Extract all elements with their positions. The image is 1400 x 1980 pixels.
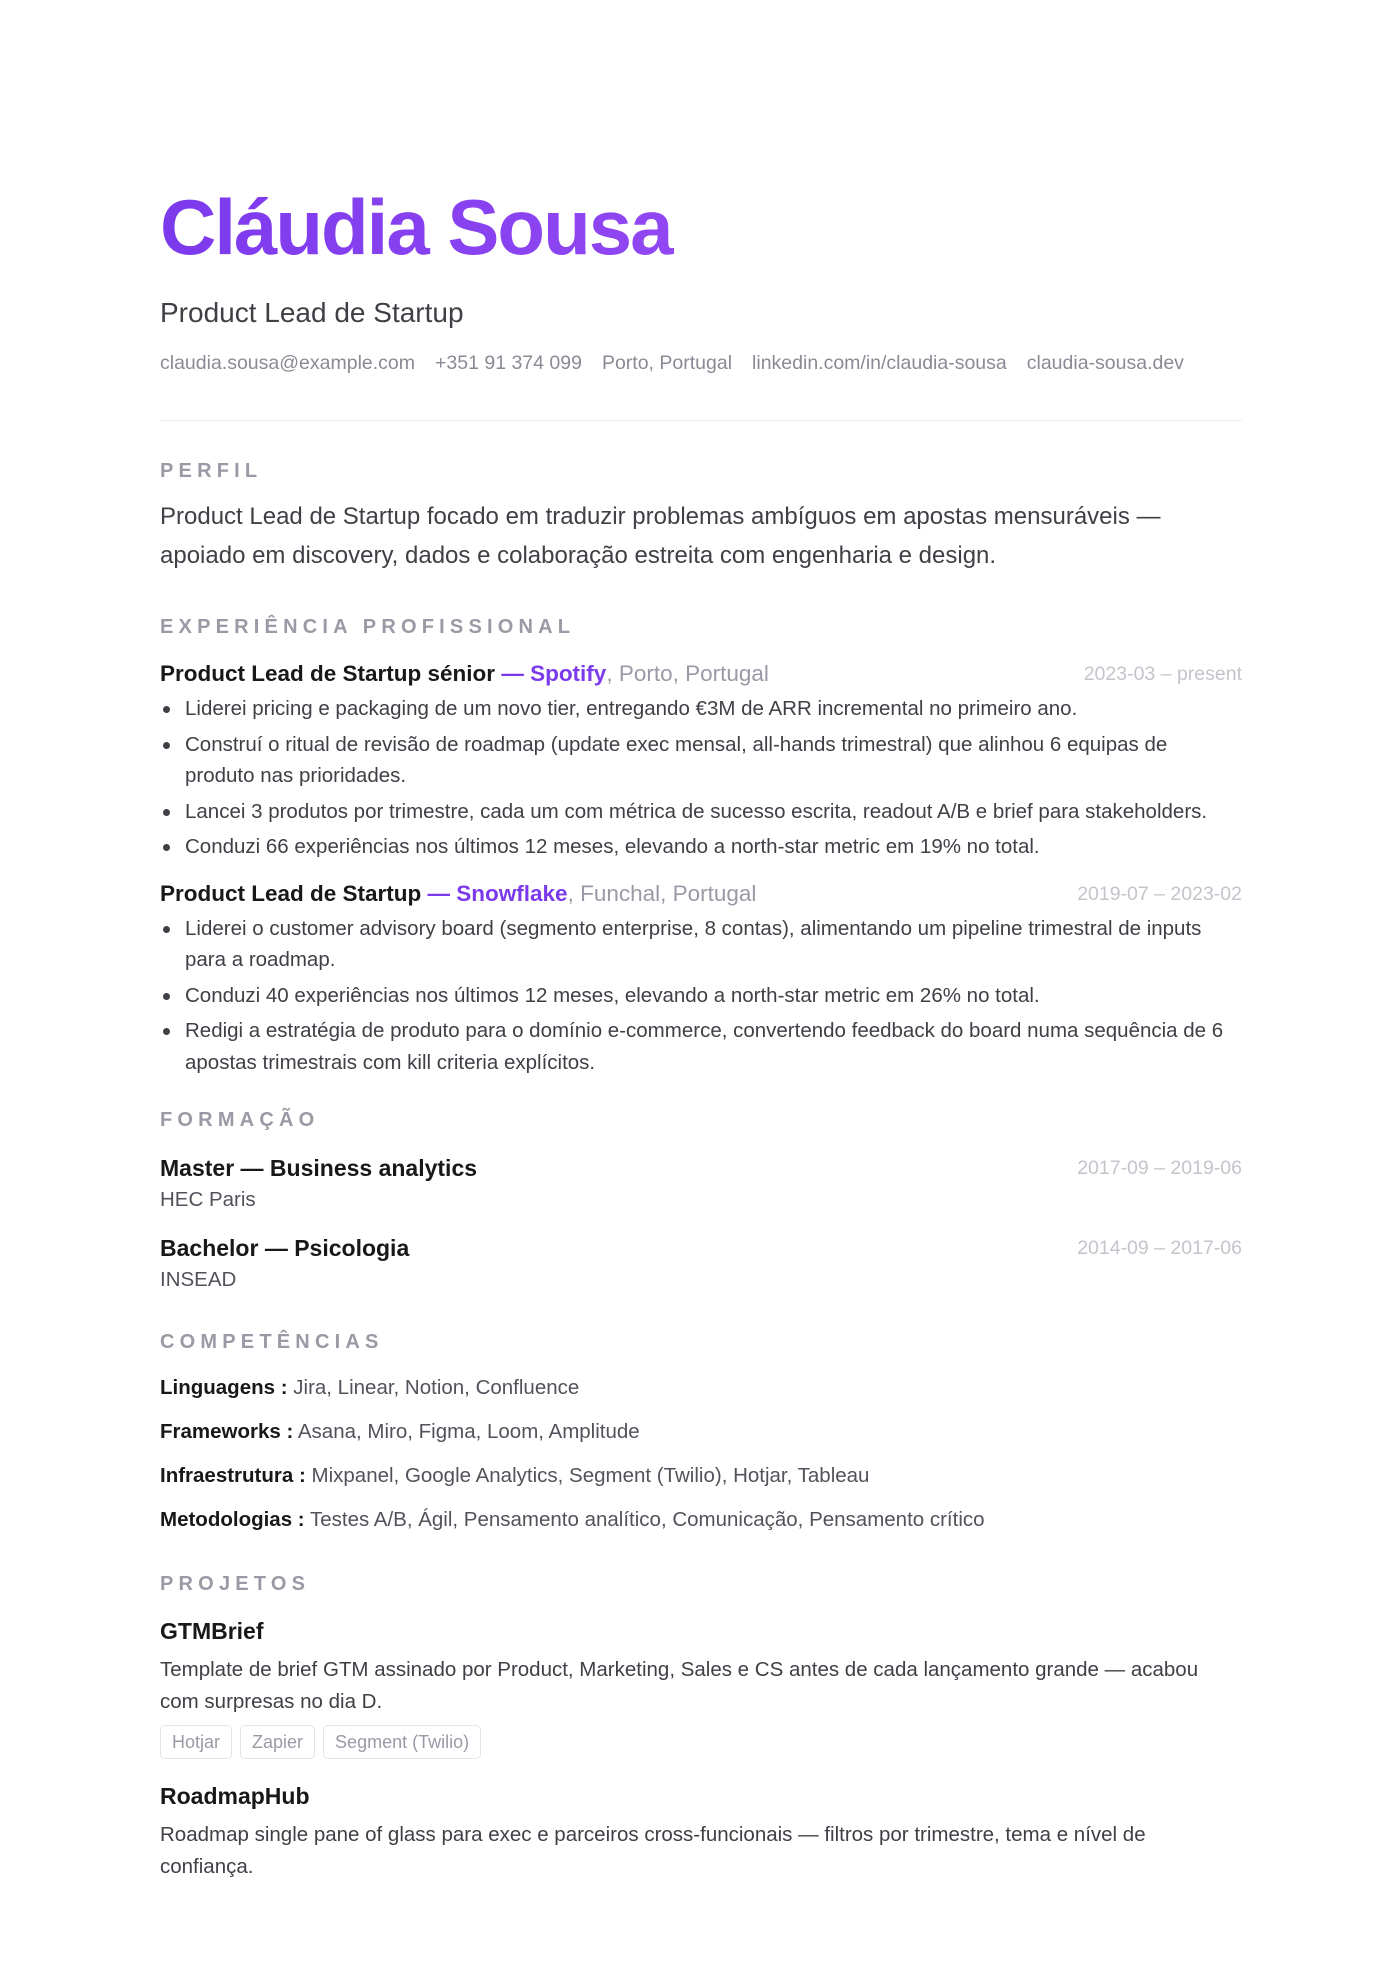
skill-row	[160, 1418, 1242, 1446]
skill-row	[160, 1506, 1242, 1534]
job-dates: 2023-03 – present	[1083, 663, 1242, 685]
profile-summary: Product Lead de Startup focado em traduzir problemas ambíguos em apostas mensuráveis — apoiado em discovery, dados e colaboração estreita com engenharia e design.	[160, 503, 1161, 569]
section-heading-perfil: PERFIL	[160, 460, 263, 482]
section-heading-education: FORMAÇÃO	[160, 1109, 320, 1131]
project-tag: Segment (Twilio)	[323, 1725, 481, 1759]
education-item	[160, 1232, 1242, 1296]
job-bullet: Lancei 3 produtos por trimestre, cada um com métrica de sucesso escrita, readout A/B e brief para stakeholders.	[185, 796, 1242, 828]
education-school: INSEAD	[160, 1268, 237, 1291]
education-school: HEC Paris	[160, 1188, 256, 1211]
job-bullet: Conduzi 66 experiências nos últimos 12 meses, elevando a north-star metric em 19% no total.	[185, 831, 1242, 863]
job-bullet: Conduzi 40 experiências nos últimos 12 meses, elevando a north-star metric em 26% no total.	[185, 980, 1242, 1012]
job-bullet: Liderei pricing e packaging de um novo tier, entregando €3M de ARR incremental no primeiro ano.	[185, 693, 1242, 725]
job-header	[160, 659, 1242, 689]
skill-values: Jira, Linear, Notion, Confluence	[287, 1376, 580, 1399]
project-tag: Hotjar	[160, 1725, 232, 1759]
project-tags	[160, 1725, 1242, 1759]
job-company: — Spotify	[495, 661, 607, 686]
contact-location: Porto, Portugal	[601, 352, 733, 374]
job-role: Product Lead de Startup sénior	[160, 661, 496, 686]
job-company: — Snowflake	[421, 880, 568, 906]
job-bullet: Construí o ritual de revisão de roadmap (update exec mensal, all-hands trimestral) que alinhou 6 equipas de produto nas prioridades.	[185, 729, 1242, 792]
skill-values: Testes A/B, Ágil, Pensamento analítico, Comunicação, Pensamento crítico	[304, 1508, 985, 1531]
skill-label: Frameworks :	[160, 1420, 294, 1443]
contact-phone[interactable]: +351 91 374 099	[435, 352, 582, 374]
project-description: Roadmap single pane of glass para exec e parceiros cross-funcionais — filtros por trimestre, tema e nível de confiança.	[160, 1823, 1146, 1878]
job-dates: 2019-07 – 2023-02	[1077, 882, 1242, 905]
job-location: , Porto, Portugal	[606, 661, 769, 686]
header-divider	[160, 420, 1242, 421]
project-description: Template de brief GTM assinado por Product, Marketing, Sales e CS antes de cada lançamento grande — acabou com surpresas no dia D.	[160, 1658, 1199, 1713]
skill-row	[160, 1374, 1242, 1402]
section-heading-skills: COMPETÊNCIAS	[160, 1331, 384, 1353]
job-location: , Funchal, Portugal	[567, 880, 757, 906]
section-heading-projects: PROJETOS	[160, 1573, 311, 1595]
project-tag: Zapier	[240, 1725, 315, 1759]
education-dates: 2017-09 – 2019-06	[1077, 1157, 1242, 1179]
candidate-name: Cláudia Sousa	[160, 180, 1242, 274]
skill-label: Infraestrutura :	[160, 1464, 306, 1487]
education-item	[160, 1152, 1242, 1216]
skill-label: Metodologias :	[160, 1508, 305, 1531]
job-role: Product Lead de Startup	[160, 880, 422, 906]
experience-item	[160, 659, 1242, 863]
skill-values: Mixpanel, Google Analytics, Segment (Twilio), Hotjar, Tableau	[305, 1464, 870, 1487]
project-name: GTMBrief	[160, 1618, 264, 1644]
contact-line	[160, 348, 1242, 378]
project-item	[160, 1616, 1242, 1759]
education-degree: Master — Business analytics	[160, 1155, 478, 1181]
project-name: RoadmapHub	[160, 1783, 310, 1809]
contact-website[interactable]: claudia-sousa.dev	[1026, 352, 1184, 374]
job-bullets	[160, 913, 1242, 1079]
section-heading-experience: EXPERIÊNCIA PROFISSIONAL	[160, 616, 576, 638]
job-bullet: Liderei o customer advisory board (segmento enterprise, 8 contas), alimentando um pipeline trimestral de inputs para a roadmap.	[185, 913, 1242, 976]
education-degree: Bachelor — Psicologia	[160, 1235, 410, 1261]
candidate-title: Product Lead de Startup	[160, 297, 464, 328]
contact-linkedin[interactable]: linkedin.com/in/claudia-sousa	[752, 352, 1007, 374]
skill-row	[160, 1462, 1242, 1490]
experience-item	[160, 879, 1242, 1079]
education-dates: 2014-09 – 2017-06	[1077, 1237, 1242, 1259]
skill-label: Linguagens :	[160, 1376, 288, 1399]
job-bullets	[160, 693, 1242, 863]
resume-content	[160, 180, 1242, 1882]
skill-values: Asana, Miro, Figma, Loom, Amplitude	[293, 1420, 640, 1443]
project-item	[160, 1781, 1242, 1882]
job-bullet: Redigi a estratégia de produto para o domínio e-commerce, convertendo feedback do board numa sequência de 6 apostas trimestrais com kill criteria explícitos.	[185, 1015, 1242, 1078]
contact-email[interactable]: claudia.sousa@example.com	[160, 352, 416, 374]
